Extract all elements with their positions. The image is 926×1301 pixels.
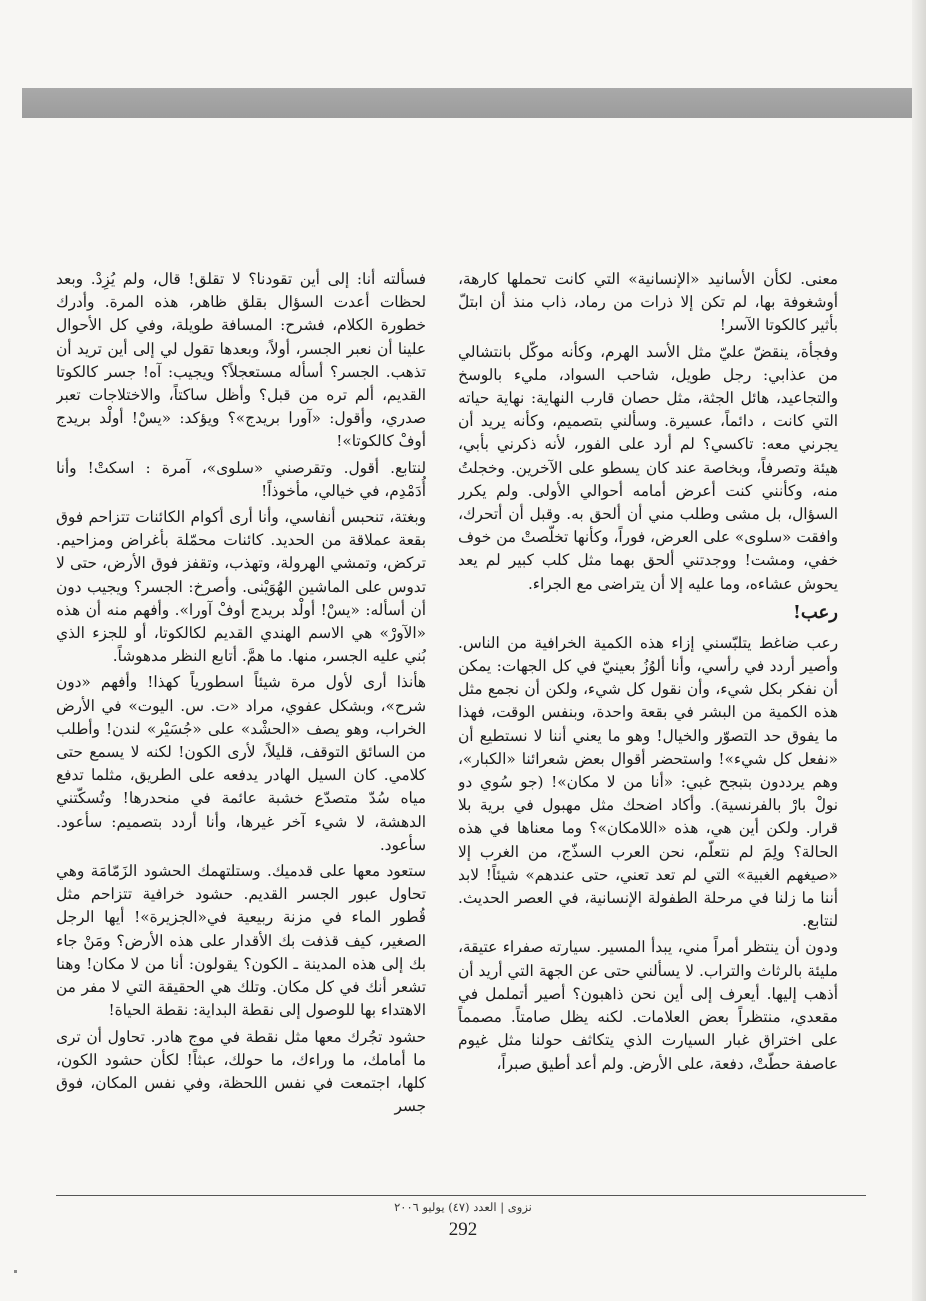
paragraph: هأنذا أرى لأول مرة شيئاً اسطورياً كهذا! وأفهم «دون شرح»، وبشكل عفوي، مراد «ت. س. اليوت» في الأرض الخراب، وهو يصف «الحشْد» على «جُسَيْر» لندن! وأطلب من السائق التوقف، قليلاً، لأرى الكون! لكنه لا يسمع حتى كلامي. كان السيل الهادر يدفعه على الطريق، مثلما تدفع مياه سُدّ متصدّع خشبة عائمة في منحدرها! وتُسكّتني الدهشة، لا شيء آخر غيرها، وأنا أردد بتصميم: سأعود. سأعود.	[56, 673, 426, 854]
right-column	[458, 268, 838, 1153]
paragraph: وفجأة، ينقضّ عليّ مثل الأسد الهرم، وكأنه موكّل بانتشالي من عذابي: رجل طويل، شاحب السواد، مليء بالوسخ والتجاعيد، هائل الجثة، مثل حصان قارب النهاية: نهاية حياته التي كانت ، دائماً، عسيرة. وسألني بتصميم، وكأنه يريد أن يجرني معه: تاكسي؟ لم أرد على الفور، لأنه ذكرني بأبي، هيئة وتصرفاً، وبخاصة عند كان يسطو على الآخرين. وخجلتُ منه، وكأنني كنت أعرض أمامه أحوالي الأولى. ولم يكرر السؤال، بل مشى وطلب مني أن ألحق به. وقبل أن أتحرك، وافقت «سلوى» على العرض، فوراً، وكأنها تخلّصتْ من خوف خفي، ومشت! ووجدتني ألحق بهما مثل كلب كبير لم يعد يحوش عشاءه، وما عليه إلا أن يتراضى مع الجراء.	[458, 342, 838, 593]
paragraph: ستعود معها على قدميك. وستلتهمك الحشود الزَمّامَة وهي تحاول عبور الجسر القديم. حشود خرافية تتزاحم مثل قُطور الماء في مزنة ربيعية في«الجزيرة»! أيها الرجل الصغير، كيف قذفت بك الأقدار على هذه الأرض؟ ومَنْ جاء بك إلى هذه المدينة ـ الكون؟ يقولون: أنا من لا مكان! وهنا تشعر أنك في كل مكان. وتلك هي الحقيقة التي لا مفر من الاهتداء بها للوصول إلى نقطة البداية: نقطة الحياة!	[56, 862, 426, 1020]
paragraph: فسألته أنا: إلى أين تقودنا؟ لا تقلق! قال، ولم يُزِدْ. وبعد لحظات أعدت السؤال بقلق ظاهر، هذه المرة. وأدرك خطورة الكلام، فشرح: المسافة طويلة، وفي كل الأحوال علينا أن نعبر الجسر، أولاً، وبعدها تقول لي إلى أين تريد أن تذهب. الجسر؟ أسأله مستعجلاً؟ ويجيب: آه! جسر كالكوتا القديم، ألم تره من قبل؟ وأظل ساكتاً، والاختلاجات تعبر صدري، وأقول: «آورا بريدج»؟ ويؤكد: «يسْ! أولْد بريدج أوفْ كالكوتا»!	[56, 270, 426, 451]
page-edge-shadow	[912, 0, 926, 1301]
paragraph: معنى. لكأن الأسانيد «الإنسانية» التي كانت تحملها كارهة، أوشغوفة بها، لم تكن إلا ذرات من رماد، ذاب منذ أن ابتلّ بأثير كالكوتا الآسر!	[458, 270, 838, 335]
header-band	[22, 88, 912, 118]
section-heading: رعب!	[792, 601, 838, 623]
left-column	[56, 268, 426, 1153]
paragraph: لنتابع. أقول. وتقرصني «سلوى»، آمرة : اسكتْ! وأنا أُدَمْدِم، في خيالي، مأخوذاً!	[56, 458, 426, 500]
paragraph: ودون أن ينتظر أمراً مني، يبدأ المسير. سيارته صفراء عتيقة، مليئة بالرثاث والتراب. لا يسألني حتى عن الجهة التي أريد أن أذهب إليها. أيعرف إلى أين نحن ذاهبون؟ أصير أتململ في مقعدي، منتظراً بعض العلامات. لكنه يظل صامتاً. مصمماً على اختراق غبار السيارت الذي يتكاثف حولنا مثل غيوم عاصفة حطّتْ، دفعة، على الأرض. ولم أعد أطيق صبراً،	[458, 938, 838, 1073]
footer-rule	[56, 1195, 866, 1196]
scan-mark	[14, 1270, 17, 1273]
paragraph: حشود تجُرك معها مثل نقطة في موج هادر. تحاول أن ترى ما أمامك، ما وراءك، ما حولك، عبثاً! لكأن حشود الكون، كلها، اجتمعت في نفس اللحظة، وفي نفس المكان، فوق جسر	[56, 1027, 426, 1116]
journal-issue-line: نزوى | العدد (٤٧) يوليو ٢٠٠٦	[394, 1200, 532, 1214]
page-number: 292	[448, 1219, 478, 1240]
paragraph: رعب ضاغط يتلبّسني إزاء هذه الكمية الخرافية من الناس. وأصير أردد في رأسي، وأنا ألوُزُ بعينيّ في كل الجهات: يمكن أن نفكر بكل شيء، وأن نقول كل شيء، ولكن أن نجمع مثل هذه الكمية من البشر في بقعة واحدة، وبنفس الوقت، فهذا ما يفوق حد التصوّر والخيال! وهو ما يعني أننا لا نستطيع أن «نفعل كل شيء»! واستحضر أقوال بعض شعرائنا «الكبار»، وهم يرددون بتبجح غبي: «أنا من لا مكان»! (جو سُوي دو نولْ بارْ بالفرنسية). وأكاد اضحك مثل مهبول في برية بلا قرار. ولكن أين هي، هذه «اللامكان»؟ وما معناها في هذه الحالة؟ ولِمَ لم نتعلّم، نحن العرب السذّج، من الغرب إلا «صيغهم الغبية» التي لم تعد تعني، حتى عندهم» شيئاً! لابد أننا ما زلنا في مرحلة الطفولة الإنسانية، في العصر الحديث. لنتابع.	[458, 633, 838, 931]
paragraph: وبغتة، تنحبس أنفاسي، وأنا أرى أكوام الكائنات تتزاحم فوق بقعة عملاقة من الحديد. كائنات محمّلة بأغراض ومزاحيم. تركض، وتمشي الهرولة، وتهذب، وتقفز فوق الأرض، حتى لا تدوس على الماشين الهُوَيْنى. وأصرخ: الجسر؟ ويجيب دون أن أسأله: «يسْ! أولْد بريدج أوفْ آورا». وأفهم منه أن هذه «الآورْ» هي الاسم الهندي القديم لكالكوتا، أو للجزء الذي بُني عليه الجسر، منها. ما همَّ. أتابع النظر مدهوشاً.	[56, 508, 426, 666]
